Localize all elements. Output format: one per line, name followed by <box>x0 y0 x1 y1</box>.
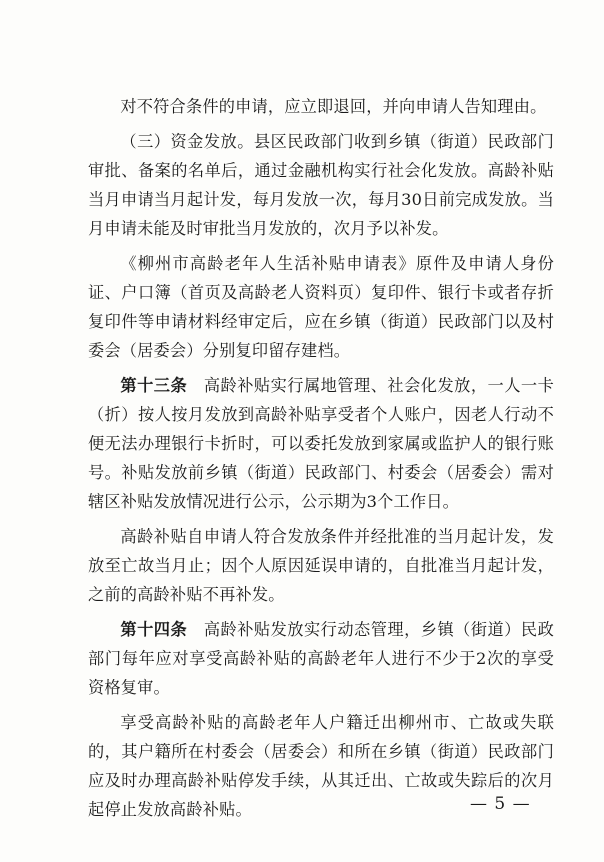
page-number: — 5 — <box>470 794 531 814</box>
paragraph-text: 高龄补贴自申请人符合发放条件并经批准的当月起计发，发放至亡故当月止；因个人原因延误申请的，自批准当月起计发，之前的高龄补贴不再补发。 <box>88 527 554 604</box>
article-14 <box>88 615 554 702</box>
paragraph-refusal-notice <box>88 92 554 121</box>
paragraph-application-archive <box>88 249 554 365</box>
article-heading: 第十三条 <box>120 376 188 395</box>
paragraph-text: 享受高龄补贴的高龄老年人户籍迁出柳州市、亡故或失联的，其户籍所在村委会（居委会）和所在乡镇（街道）民政部门应及时办理高龄补贴停发手续，从其迁出、亡故或失踪后的次月起停止发放高龄补贴。 <box>88 713 554 819</box>
paragraph-text: 高龄补贴发放实行动态管理，乡镇（街道）民政部门每年应对享受高龄补贴的高龄老年人进行不少于2次的享受资格复审。 <box>88 620 554 697</box>
paragraph-text: 对不符合条件的申请，应立即退回，并向申请人告知理由。 <box>120 97 547 116</box>
paragraph-subsidy-start <box>88 522 554 609</box>
paragraph-text: （三）资金发放。县区民政部门收到乡镇（街道）民政部门审批、备案的名单后，通过金融机构实行社会化发放。高龄补贴当月申请当月起计发，每月发放一次，每月30日前完成发放。当月申请未能及时审批当月发放的，次月予以补发。 <box>88 132 554 238</box>
article-13 <box>88 371 554 516</box>
paragraph-fund-distribution <box>88 127 554 243</box>
document-body <box>88 92 554 824</box>
paragraph-text: 高龄补贴实行属地管理、社会化发放，一人一卡（折）按人按月发放到高龄补贴享受者个人账户，因老人行动不便无法办理银行卡折时，可以委托发放到家属或监护人的银行账号。补贴发放前乡镇（街道）民政部门、村委会（居委会）需对辖区补贴发放情况进行公示，公示期为3个工作日。 <box>88 376 554 511</box>
paragraph-text: 《柳州市高龄老年人生活补贴申请表》原件及申请人身份证、户口簿（首页及高龄老人资料页）复印件、银行卡或者存折复印件等申请材料经审定后，应在乡镇（街道）民政部门以及村委会（居委会）分别复印留存建档。 <box>88 254 554 360</box>
article-heading: 第十四条 <box>120 620 188 639</box>
